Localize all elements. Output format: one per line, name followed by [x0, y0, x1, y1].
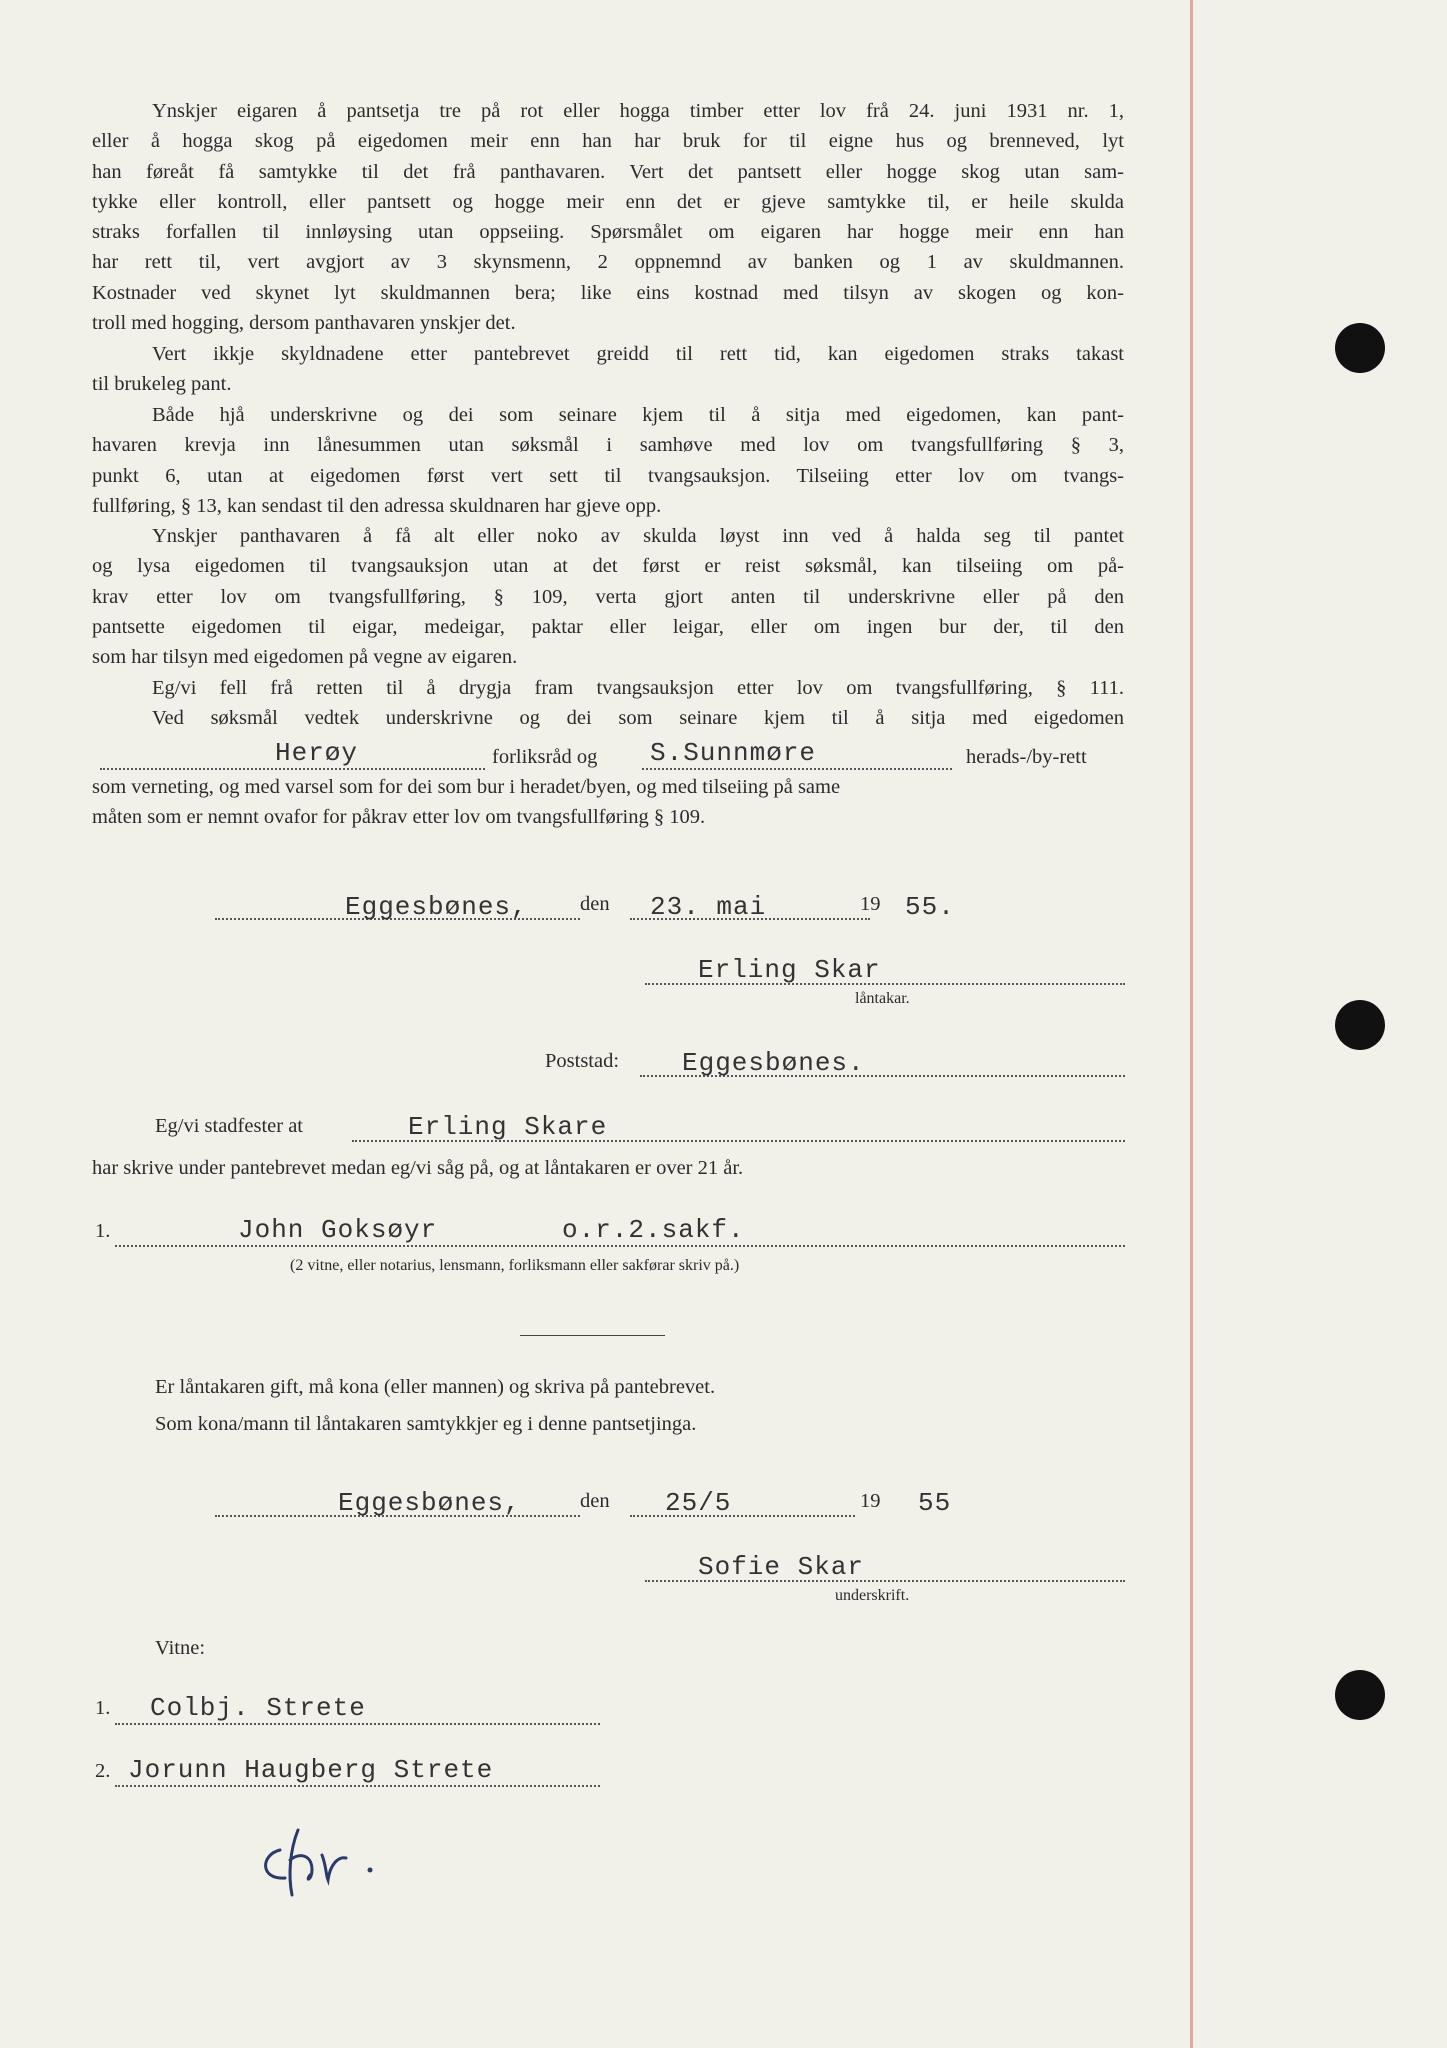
handwritten-initials [250, 1820, 390, 1900]
witness-cert-line-2: har skrive under pantebrevet medan eg/vi såg på, og at låntakaren er over 21 år. [92, 1157, 744, 1179]
date2-year: 55 [918, 1488, 952, 1518]
date2-day: 25/5 [665, 1488, 732, 1518]
paragraph-auction [92, 521, 1124, 672]
text-line: troll med hogging, dersom panthavaren ynskjer det. [92, 312, 516, 335]
date2-place: Eggesbønes, [338, 1488, 521, 1518]
poststad-label: Poststad: [545, 1050, 620, 1072]
venue-line-2: som verneting, og med varsel som for dei som bur i heradet/byen, og med tilseiing på same [92, 776, 841, 798]
text-line: punkt 6, utan at eigedomen først vert sett til tvangsauksjon. Tilseiing etter lov om tvangs- [92, 464, 1124, 487]
witness-cert-label: Eg/vi stadfester at [155, 1115, 304, 1137]
date1-place: Eggesbønes, [345, 892, 528, 922]
vitne-1-name: Colbj. Strete [150, 1693, 366, 1723]
borrower-name: Erling Skar [698, 955, 881, 985]
vitne-1-number: 1. [95, 1697, 111, 1719]
text-line: eller å hogga skog på eigedomen meir enn han har bruk for til eigne hus og brenneved, lyt [92, 130, 1124, 153]
forliksrad-label: forliksråd og [492, 746, 598, 768]
rett-label: herads-/by-rett [966, 746, 1087, 768]
text-line: han føreåt få samtykke til det frå panthavaren. Vert det pantsett eller hogge skog utan sam- [92, 160, 1124, 183]
text-line: Ynskjer eigaren å pantsetja tre på rot eller hogga timber etter lov frå 24. juni 1931 nr. 1, [152, 100, 1124, 122]
text-line: tykke eller kontroll, eller pantsett og hogge meir enn det er gjeve samtykke til, er heile skulda [92, 190, 1124, 213]
date1-day: 23. mai [650, 892, 767, 922]
date1-year: 55. [905, 892, 955, 922]
margin-line [1190, 0, 1193, 2048]
paragraph-collection [92, 400, 1124, 521]
separator-rule [520, 1335, 665, 1336]
vitne-2-number: 2. [95, 1760, 111, 1782]
text-line: Kostnader ved skynet lyt skuldmannen bera; like eins kostnad med tilsyn av skogen og kon- [92, 281, 1124, 304]
forliksrad-value: Herøy [275, 738, 359, 768]
witness-line [115, 1245, 1125, 1247]
text-line: straks forfallen til innløysing utan oppseiing. Spørsmålet om eigaren har hogge meir enn han [92, 221, 1124, 244]
binder-hole [1335, 1670, 1385, 1720]
vitne-2-name: Jorunn Haugberg Strete [128, 1755, 494, 1785]
vitne-2-line [115, 1785, 600, 1787]
venue-line-3: måten som er nemnt ovafor for påkrav etter lov om tvangsfullføring § 109. [92, 806, 706, 828]
witness-number: 1. [95, 1220, 111, 1242]
binder-hole [1335, 323, 1385, 373]
date1-century: 19 [860, 893, 881, 915]
text-line: Ved søksmål vedtek underskrivne og dei som seinare kjem til å sitja med eigedomen [152, 707, 1124, 730]
borrower-label: låntakar. [855, 990, 910, 1007]
text-line: til brukeleg pant. [92, 373, 232, 396]
spouse-sig-label: underskrift. [835, 1587, 910, 1604]
paragraph-default [92, 339, 1124, 400]
venue-dotted-line [100, 768, 485, 770]
date2-den: den [580, 1490, 610, 1512]
text-line: Både hjå underskrivne og dei som seinare kjem til å sitja med eigedomen, kan pant- [152, 404, 1124, 426]
text-line: Ynskjer panthavaren å få alt eller noko av skulda løyst inn ved å halda seg til pantet [152, 525, 1124, 547]
text-line: krav etter lov om tvangsfullføring, § 109, verta gjort anten til underskrivne eller på den [92, 585, 1124, 608]
text-line: havaren krevja inn lånesummen utan søksmål i samhøve med lov om tvangsfullføring § 3, [92, 434, 1124, 457]
text-line: og lysa eigedomen til tvangsauksjon utan at det først er reist søksmål, kan tilseiing om på- [92, 555, 1124, 578]
witness-note: (2 vitne, eller notarius, lensmann, forliksmann eller sakførar skriv på.) [290, 1257, 740, 1274]
vitne-1-line [115, 1723, 600, 1725]
binder-hole [1335, 1000, 1385, 1050]
witness-name: John Goksøyr [238, 1215, 438, 1245]
text-line: Vert ikkje skyldnadene etter pantebrevet greidd til rett tid, kan eigedomen straks takast [152, 343, 1124, 365]
spouse-line-2: Som kona/mann til låntakaren samtykkjer eg i denne pantsetjinga. [155, 1413, 697, 1435]
text-line: Eg/vi fell frå retten til å drygja fram tvangsauksjon etter lov om tvangsfullføring, § 111. [152, 677, 1124, 699]
poststad-value: Eggesbønes. [682, 1048, 865, 1078]
date2-day-line [630, 1515, 855, 1517]
text-line: som har tilsyn med eigedomen på vegne av eigaren. [92, 646, 518, 669]
rett-dotted-line [642, 768, 952, 770]
vitne-label: Vitne: [155, 1637, 206, 1659]
witness-cert-name: Erling Skare [408, 1112, 608, 1142]
date1-den: den [580, 893, 610, 915]
paragraph-timber [92, 96, 1124, 338]
text-line: pantsette eigedomen til eigar, medeigar, paktar eller leigar, eller om ingen bur der, til den [92, 615, 1124, 638]
date2-century: 19 [860, 1490, 881, 1512]
paragraph-waiver [92, 673, 1124, 734]
rett-value: S.Sunnmøre [650, 738, 817, 768]
spouse-sig-name: Sofie Skar [698, 1552, 865, 1582]
text-line: har rett til, vert avgjort av 3 skynsmenn, 2 oppnemnd av banken og 1 av skuldmannen. [92, 251, 1124, 274]
text-line: fullføring, § 13, kan sendast til den adressa skuldnaren har gjeve opp. [92, 494, 662, 517]
witness-title: o.r.2.sakf. [562, 1215, 745, 1245]
spouse-line-1: Er låntakaren gift, må kona (eller mannen) og skriva på pantebrevet. [155, 1376, 716, 1398]
